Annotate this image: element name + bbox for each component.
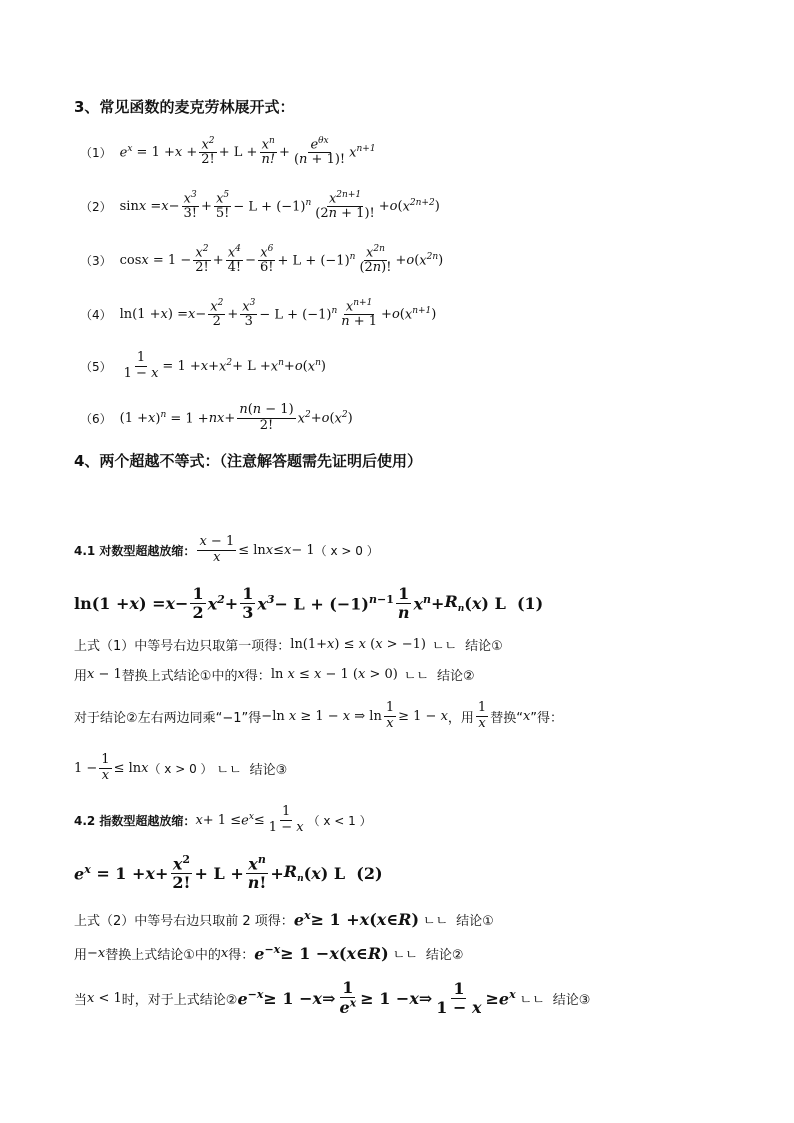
derivation-line-5: 上式（2）中等号右边只取前 2 项得： $e^x$ ≥ 1 + x ( x ∈ R ) ㄴㄴ 结论①	[74, 908, 494, 930]
section-4-heading: 4、两个超越不等式：（注意解答题需先证明后使用）	[74, 452, 422, 470]
section-3-heading: 3、常见函数的麦克劳林展开式：	[74, 98, 295, 116]
derivation-line-1: 上式（1）中等号右边只取第一项得： ln(1+x) ≤ x (x > −1) ㄴㄴ 结论①	[74, 636, 503, 654]
formula-5: （5） $\frac{1}{1 - x}$ = 1 + x + $x^2$ + L + $x^n$ + o ( $x^n$ )	[80, 350, 326, 381]
formula-3: （3） cos x = 1 − $\frac{x^2}{2!}$ + $\frac{x^4}{4!}$ − $\frac{x^6}{6!}$ + $L + (-1)^n$ $\frac{x^{2n}}{(2n)!}$ + o ( $x^{2n}$ )	[80, 243, 444, 276]
derivation-line-4: 1 − $\frac{1}{x}$ ≤ ln x （ x > 0 ） ㄴㄴ 结论③	[74, 752, 288, 783]
subsection-4-2: 4.2 指数型超越放缩： x + 1 ≤ $e^x$ ≤ $\frac{1}{1 - x}$ （ x < 1 ）	[74, 804, 372, 835]
derivation-line-6: 用 −x 替换上式结论①中的 x 得： $e^{-x}$ ≥ 1 − x ( x ∈ R ) ㄴㄴ 结论②	[74, 942, 464, 964]
formula-2: （2） sin x = x − $\frac{x^3}{3!}$ + $\frac{x^5}{5!}$ − $L + (-1)^n$ $\frac{x^{2n+1}}{(2n + 1)!}$ + o ( $x^{2n+2}$ )	[80, 189, 440, 222]
formula-6: （6） (1 + x )$^n$ = 1 + nx + $\frac{n(n - 1)}{2!}$ $x^2$ + o ( $x^2$ )	[80, 402, 353, 433]
derivation-line-3: 对于结论②左右两边同乘“−1”得 −ln x ≥ 1 − x ⇒ ln $\frac{1}{x}$ ≥ 1 − x ，用 $\frac{1}{x}$ 替换“ x ”得：	[74, 700, 564, 731]
equation-2: $e^x$ = 1 + x + $\frac{x^2}{2!}$ + L + $\frac{x^n}{n!}$ + $R_n$ ( x ) L (2)	[74, 853, 383, 893]
derivation-line-2: 用 x − 1 替换上式结论①中的 x 得： ln x ≤ x − 1 (x > 0) ㄴㄴ 结论②	[74, 666, 475, 684]
equation-1: ln(1 + x ) = x − $\frac{1}{2}$ $x^2$ + $\frac{1}{3}$ $x^3$ − $L + (-1)^{n-1}$ $\frac{1}{n}$ $x^n$ + $R_n$ ( x ) L (1)	[74, 583, 544, 622]
formula-1: （1） $e^x$ = 1 + x + $\frac{x^2}{2!}$ + L + $\frac{x^n}{n!}$ + $\frac{e^{\theta x}}{(n + 1)!}$ $x^{n+1}$	[80, 135, 376, 168]
formula-4: （4） ln(1 + x ) = x − $\frac{x^2}{2}$ + $\frac{x^3}{3}$ − $L + (-1)^n$ $\frac{x^{n+1}}{n + 1}$ + o ( $x^{n+1}$ )	[80, 297, 437, 330]
subsection-4-1: 4.1 对数型超越放缩： $\frac{x - 1}{x}$ ≤ ln x ≤ x − 1 （ x > 0 ）	[74, 534, 379, 565]
derivation-line-7: 当 x < 1 时，对于上式结论② $e^{-x}$ ≥ 1 − x ⇒ $\frac{1}{e^x}$ ≥ 1 − x ⇒ $\frac{1}{1 - x}$ ≥ $e^x$ ㄴㄴ 结论③	[74, 978, 591, 1018]
